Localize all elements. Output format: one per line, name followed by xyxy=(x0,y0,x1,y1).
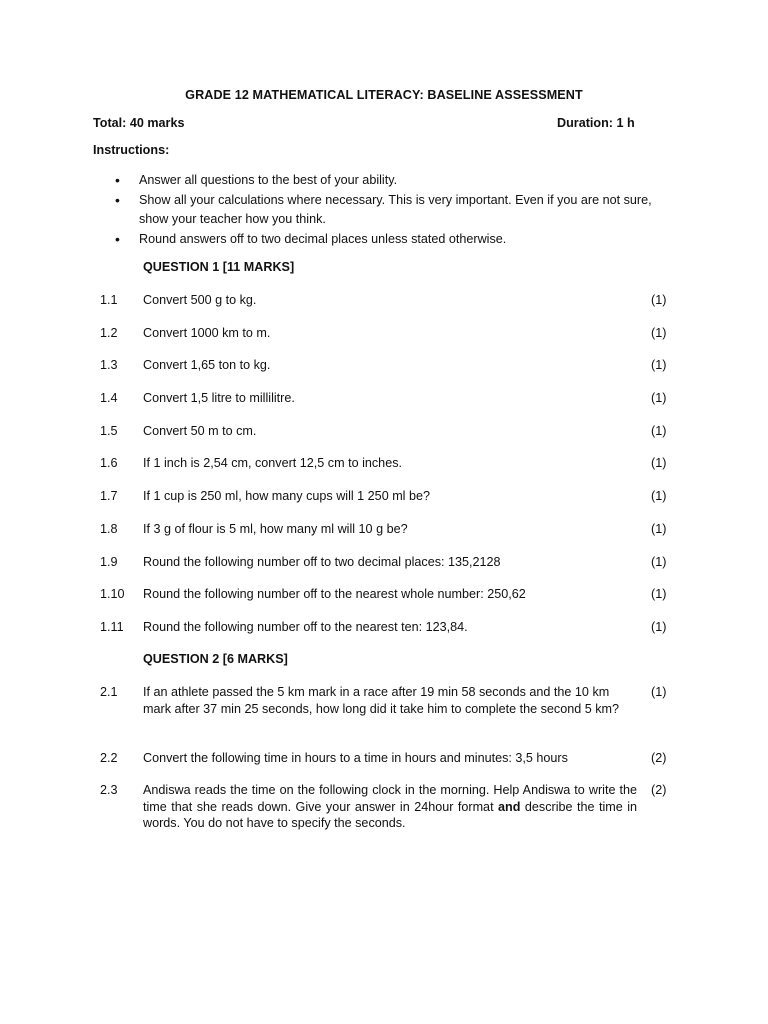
question-number: 1.11 xyxy=(100,620,124,634)
instruction-item xyxy=(115,191,675,229)
question-number: 1.3 xyxy=(100,358,118,372)
question-number: 1.5 xyxy=(100,424,118,438)
question-text: Convert 1000 km to m. xyxy=(143,326,271,340)
instruction-item xyxy=(115,230,675,249)
question-number: 1.6 xyxy=(100,456,118,470)
question-number: 2.2 xyxy=(100,751,118,765)
question-number: 1.4 xyxy=(100,391,118,405)
bullet-icon: • xyxy=(115,231,120,247)
question-number: 1.7 xyxy=(100,489,118,503)
question-number: 1.8 xyxy=(100,522,118,536)
question-text: If 1 inch is 2,54 cm, convert 12,5 cm to inches. xyxy=(143,456,402,470)
question-marks: (1) xyxy=(651,391,667,405)
question-text-start: Andiswa reads the time on the following clock in the morning. Help Andiswa to write the time that she reads down. Give your answer in 24hour format xyxy=(143,783,637,814)
instruction-text: Show all your calculations where necessary. This is very important. Even if you are not sure, show your teacher how you think. xyxy=(139,193,652,226)
question-number: 1.2 xyxy=(100,326,118,340)
question-text: Round the following number off to the nearest whole number: 250,62 xyxy=(143,587,526,601)
question-text: Convert 50 m to cm. xyxy=(143,424,257,438)
question-marks: (1) xyxy=(651,358,667,372)
question-2-heading: QUESTION 2 [6 MARKS] xyxy=(143,652,288,666)
question-marks: (1) xyxy=(651,326,667,340)
page-title: GRADE 12 MATHEMATICAL LITERACY: BASELINE ASSESSMENT xyxy=(185,88,583,102)
question-text: Convert 500 g to kg. xyxy=(143,293,257,307)
question-marks: (1) xyxy=(651,489,667,503)
question-text: Convert 1,65 ton to kg. xyxy=(143,358,271,372)
duration: Duration: 1 h xyxy=(557,116,635,130)
question-text-emphasis: and xyxy=(498,799,521,814)
question-text: If an athlete passed the 5 km mark in a race after 19 min 58 seconds and the 10 km mark after 37 min 25 seconds, how long did it take him to complete the second 5 km? xyxy=(143,685,620,716)
question-text-end: describe the time in words. You do not have to specify the seconds. xyxy=(143,799,638,830)
instructions-heading: Instructions: xyxy=(93,143,170,157)
question-number: 2.3 xyxy=(100,783,118,797)
bullet-icon: • xyxy=(115,172,120,188)
question-number: 2.1 xyxy=(100,685,118,699)
question-marks: (2) xyxy=(651,783,667,797)
instruction-text: Round answers off to two decimal places unless stated otherwise. xyxy=(139,232,507,246)
question-text: Round the following number off to two decimal places: 135,2128 xyxy=(143,555,501,569)
question-1-heading: QUESTION 1 [11 MARKS] xyxy=(143,260,295,274)
question-number: 1.9 xyxy=(100,555,118,569)
bullet-icon: • xyxy=(115,192,120,208)
question-text xyxy=(143,782,637,832)
question-number: 1.10 xyxy=(100,587,125,601)
question-marks: (1) xyxy=(651,685,667,699)
question-marks: (1) xyxy=(651,522,667,536)
total-marks: Total: 40 marks xyxy=(93,116,185,130)
instructions-list xyxy=(115,171,675,250)
question-marks: (1) xyxy=(651,456,667,470)
instruction-text: Answer all questions to the best of your ability. xyxy=(139,173,398,187)
question-text: Convert the following time in hours to a time in hours and minutes: 3,5 hours xyxy=(143,751,568,765)
instruction-item xyxy=(115,171,675,190)
question-marks: (1) xyxy=(651,424,667,438)
question-marks: (1) xyxy=(651,293,667,307)
question-number: 1.1 xyxy=(100,293,118,307)
question-marks: (1) xyxy=(651,555,667,569)
question-text: Round the following number off to the nearest ten: 123,84. xyxy=(143,620,468,634)
question-marks: (1) xyxy=(651,620,667,634)
question-marks: (2) xyxy=(651,751,667,765)
question-text: If 1 cup is 250 ml, how many cups will 1 250 ml be? xyxy=(143,489,430,503)
question-text: Convert 1,5 litre to millilitre. xyxy=(143,391,295,405)
question-text: If 3 g of flour is 5 ml, how many ml will 10 g be? xyxy=(143,522,408,536)
question-marks: (1) xyxy=(651,587,667,601)
